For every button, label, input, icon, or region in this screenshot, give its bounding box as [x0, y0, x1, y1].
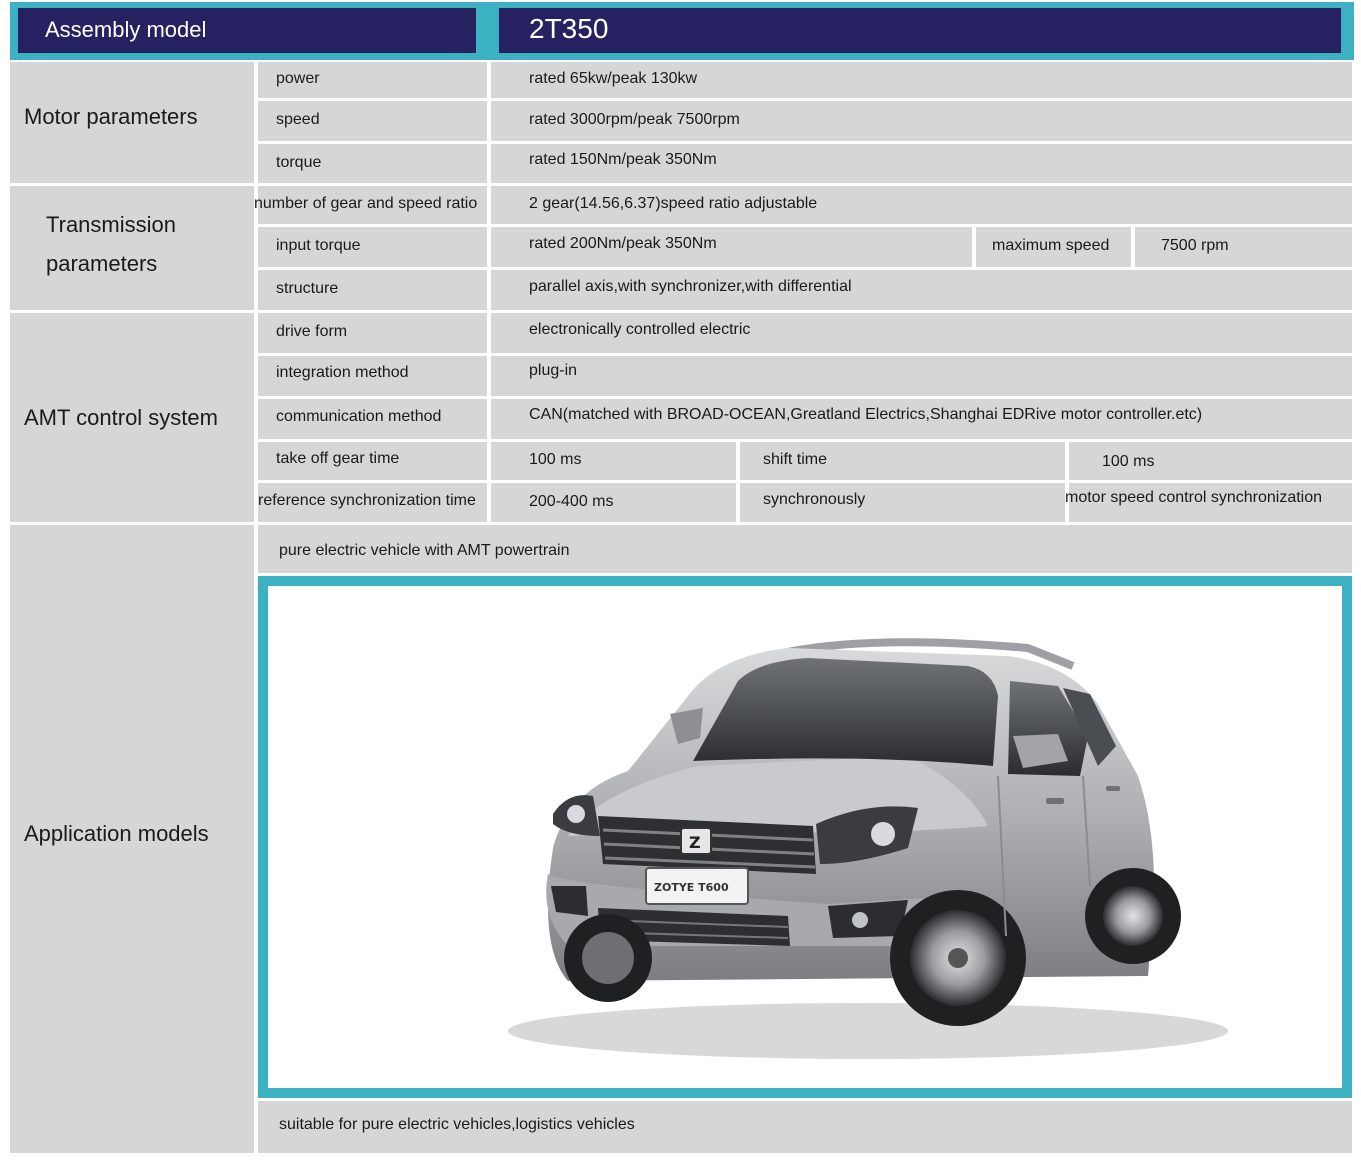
- sync-value: motor speed control synchronization: [1065, 489, 1323, 506]
- amt-row-name-cell: [258, 313, 487, 353]
- motor-row-value-cell: [491, 144, 1352, 183]
- max-speed-label: maximum speed: [992, 237, 1110, 254]
- motor-row-value: rated 65kw/peak 130kw: [529, 70, 698, 87]
- sync-value-cell: [1065, 483, 1352, 522]
- car-badge: ZOTYE T600: [654, 881, 729, 894]
- amt-row-name-cell: [258, 356, 487, 396]
- assembly-model-value-cell: [499, 8, 1341, 53]
- amt-row-name-cell: [258, 483, 487, 522]
- motor-row-name-cell: [258, 144, 487, 183]
- transmission-row-value-cell: [491, 270, 1352, 310]
- motor-row-name-cell: [258, 101, 487, 141]
- max-speed-label-cell: [976, 227, 1131, 267]
- transmission-row-value: parallel axis,with synchronizer,with differential: [529, 278, 852, 295]
- assembly-model-label: Assembly model: [45, 17, 207, 42]
- car-image: [268, 586, 1342, 1088]
- assembly-model-label-cell: [18, 8, 476, 53]
- assembly-model-value: 2T350: [529, 13, 609, 44]
- amt-row-value: 100 ms: [529, 451, 582, 468]
- motor-row-value-cell: [491, 101, 1352, 141]
- motor-section-cell: [10, 62, 254, 183]
- max-speed-value-cell: [1135, 227, 1352, 267]
- application-bottom-text: suitable for pure electric vehicles,logistics vehicles: [279, 1116, 635, 1133]
- amt-row-value: plug-in: [529, 362, 578, 379]
- transmission-section-title-line1: Transmission: [46, 212, 176, 237]
- motor-row-name: power: [276, 70, 320, 87]
- transmission-row-value-cell: [491, 227, 972, 267]
- amt-row-value-cell: [491, 483, 736, 522]
- amt-row-value: CAN(matched with BROAD-OCEAN,Greatland Electrics,Shanghai EDRive motor controller.etc): [529, 406, 1203, 423]
- transmission-section-title-line2: parameters: [46, 251, 158, 276]
- motor-section-title: Motor parameters: [24, 104, 198, 129]
- amt-section-title: AMT control system: [24, 405, 218, 430]
- amt-row-value-cell: [491, 313, 1352, 353]
- application-top-cell: [258, 525, 1352, 573]
- transmission-row-name: input torque: [276, 237, 361, 254]
- svg-text:Z: Z: [689, 833, 701, 852]
- application-bottom-cell: [258, 1101, 1352, 1153]
- shift-time-value: 100 ms: [1102, 453, 1155, 470]
- transmission-row-name-cell: [254, 186, 487, 224]
- sync-label: synchronously: [763, 491, 866, 508]
- shift-time-label: shift time: [763, 451, 828, 468]
- transmission-row-value-cell: [491, 186, 1352, 224]
- motor-row-name: speed: [276, 111, 320, 128]
- motor-row-name-cell: [258, 62, 487, 98]
- transmission-row-name: structure: [276, 280, 339, 297]
- amt-row-name: drive form: [276, 323, 348, 340]
- amt-row-value-cell: [491, 356, 1352, 396]
- amt-row-name: reference synchronization time: [258, 492, 476, 509]
- amt-row-value-cell: [491, 442, 736, 480]
- transmission-row-value: rated 200Nm/peak 350Nm: [529, 235, 717, 252]
- application-section-cell: [10, 525, 254, 1153]
- amt-row-value: 200-400 ms: [529, 493, 614, 510]
- amt-row-value: electronically controlled electric: [529, 321, 751, 338]
- suv-illustration: [268, 586, 1342, 1088]
- transmission-section-cell: [10, 186, 254, 310]
- amt-row-name: communication method: [276, 408, 442, 425]
- shift-time-label-cell: [740, 442, 1065, 480]
- amt-row-name-cell: [258, 399, 487, 439]
- motor-row-name: torque: [276, 154, 322, 171]
- transmission-row-value: 2 gear(14.56,6.37)speed ratio adjustable: [529, 195, 818, 212]
- motor-row-value: rated 3000rpm/peak 7500rpm: [529, 111, 740, 128]
- amt-row-value-cell: [491, 399, 1352, 439]
- transmission-row-name-cell: [258, 227, 487, 267]
- shift-time-value-cell: [1069, 442, 1352, 480]
- max-speed-value: 7500 rpm: [1161, 237, 1229, 254]
- application-section-title: Application models: [24, 821, 209, 846]
- motor-row-value: rated 150Nm/peak 350Nm: [529, 151, 717, 168]
- transmission-row-name-cell: [258, 270, 487, 310]
- application-top-text: pure electric vehicle with AMT powertrain: [279, 542, 570, 559]
- amt-section-cell: [10, 313, 254, 522]
- car-image-frame: [258, 576, 1352, 1098]
- transmission-row-name: number of gear and speed ratio: [254, 195, 478, 212]
- amt-row-name: take off gear time: [276, 450, 400, 467]
- amt-row-name: integration method: [276, 364, 409, 381]
- amt-row-name-cell: [258, 442, 487, 480]
- motor-row-value-cell: [491, 62, 1352, 98]
- sync-label-cell: [740, 483, 1065, 522]
